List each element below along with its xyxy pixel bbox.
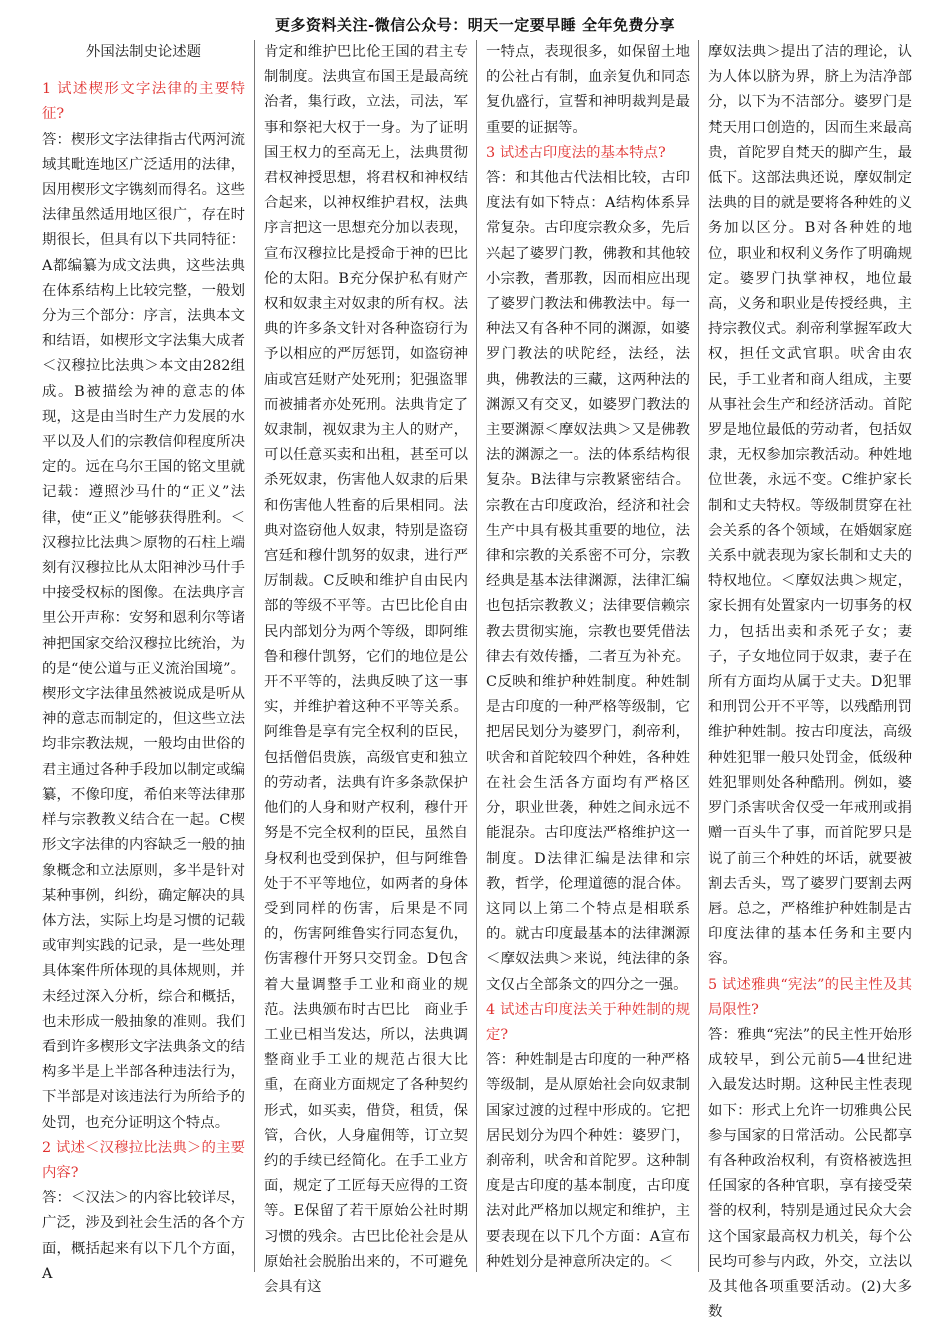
question-heading: 2 试述＜汉穆拉比法典＞的主要内容? xyxy=(42,1139,245,1181)
column-divider xyxy=(698,40,699,1272)
answer-paragraph: 一特点，表现很多，如保留土地的公社占有制，血亲复仇和同态复仇盛行，宣誓和神明裁判是最重要的证据等。 xyxy=(486,44,690,136)
answer-paragraph: 答：种姓制是古印度的一种严格等级制，是从原始社会向奴隶制国家过渡的过程中形成的。它把居民划分为四个种姓：婆罗门，刹帝利，吠舍和首陀罗。这种制度是古印度的基本制度，古印度法对此严格加以规定和维护，主要表现在以下几个方面：A宣布种姓划分是神意所决定的。＜ xyxy=(486,1052,690,1270)
question-heading: 5 试述雅典“宪法”的民主性及其局限性? xyxy=(708,976,912,1018)
question-heading: 3 试述古印度法的基本特点? xyxy=(486,144,666,161)
answer-paragraph: 摩奴法典＞提出了洁的理论，认为人体以脐为界，脐上为洁净部分，以下为不洁部分。婆罗门是梵天用口创造的，因而生来最高贵，首陀罗自梵天的脚产生，最低下。这部法典还说，摩奴制定法典的目的就是要将各种姓的义务加以区分。B对各种姓的地位，职业和权利义务作了明确规定。婆罗门执掌神权，地位最高，义务和职业是传授经典，主持宗教仪式。刹帝利掌握军政大权，担任文武官职。吠舍由农民，手工业者和商人组成，主要从事社会生产和经济活动。首陀罗是地位最低的劳动者，包括奴隶，无权参加宗教活动。种姓地位世袭，永远不变。C维护家长制和丈夫特权。等级制贯穿在社会关系的各个领域，在婚姻家庭关系中就表现为家长制和丈夫的特权地位。＜摩奴法典＞规定，家长拥有处置家内一切事务的权力，包括出卖和杀死子女；妻子，子女地位同于奴隶，妻子在所有方面均从属于丈夫。D犯罪和刑罚公开不平等，以残酷刑罚维护种姓制。按古印度法，高级种姓犯罪一般只处罚金，低级种姓犯罪则处各种酷刑。例如，婆罗门杀害吠舍仅受一年戒刑或捐赠一百头牛了事，而首陀罗只是说了前三个种姓的坏话，就要被割去舌头，骂了婆罗门要割去两唇。总之，严格维护种姓制是古印度法律的基本任务和主要内容。 xyxy=(708,44,912,968)
document-title: 外国法制史论述题 xyxy=(85,44,202,60)
document-columns xyxy=(40,40,914,1321)
spacer xyxy=(42,65,245,77)
column-divider xyxy=(254,40,255,1272)
column-4 xyxy=(708,40,912,1321)
question-heading: 1 试述楔形文字法律的主要特征? xyxy=(42,81,245,123)
question-heading: 4 试述古印度法关于种姓制的规定? xyxy=(486,1001,690,1043)
answer-paragraph: 答：楔形文字法律指古代两河流域其毗连地区广泛适用的法律，因用楔形文字镌刻而得名。这些法律虽然适用地区很广，存在时期很长，但具有以下共同特征：A都编纂为成文法典，这些法典在体系结构上比较完整，一般划分为三个部分：序言，法典本文和结语，如楔形文字法集大成者＜汉穆拉比法典＞本文由282组成。B被描绘为神的意志的体现，这是由当时生产力发展的水平以及人们的宗教信仰程度所决定的。远在乌尔王国的铭文里就记载：遵照沙马什的“正义”法律，使“正义”能够获得胜利。＜汉穆拉比法典＞原物的石柱上端刻有汉穆拉比从太阳神沙马什手中接受权标的图像。在法典序言里公开声称：安努和恩利尔等诸神把国家交给汉穆拉比统治，为的是“使公道与正义流治国境”。楔形文字法律虽然被说成是听从神的意志而制定的，但这些立法均非宗教法规，一般均由世俗的君主通过各种手段加以制定或编纂，不像印度，希伯来等法律那样与宗教教义结合在一起。C楔形文字法律的内容缺乏一般的抽象概念和立法原则，多半是针对某种事例，纠纷，确定解决的具体方法，实际上均是习惯的记载或审判实践的记录，是一些处理具体案件所体现的具体规则，并未经过深入分析，综合和概括，也未形成一般抽象的准则。我们看到许多楔形文字法典条文的结构多半是上半部各种违法行为，下半部是对该违法行为所给予的处罚，也充分证明这个特点。 xyxy=(42,131,245,1131)
answer-paragraph: 肯定和维护巴比伦王国的君主专制制度。法典宣布国王是最高统治者，集行政，立法，司法，军事和祭祀大权于一身。为了证明国王权力的至高无上，法典贯彻君权神授思想，将君权和神权结合起来，以神权维护君权，法典序言把这一思想充分加以表现，宣布汉穆拉比是授命于神的巴比伦的太阳。B充分保护私有财产权和奴隶主对奴隶的所有权。法典的许多条文针对各种盗窃行为予以相应的严厉惩罚，如盗窃神庙或宫廷财产处死刑；犯强盗罪而被捕者亦处死刑。法典肯定了奴隶制，视奴隶为主人的财产，可以任意买卖和出租，甚至可以杀死奴隶，伤害他人奴隶的后果和伤害他人牲畜的后果相同。法典对盗窃他人奴隶，特别是盗窃宫廷和穆什凯努的奴隶，进行严厉制裁。C反映和维护自由民内部的等级不平等。古巴比伦自由民内部划分为两个等级，即阿维鲁和穆什凯努，它们的地位是公开不平等的，法典反映了这一事实，并维护着这种不平等关系。阿维鲁是享有完全权利的臣民，包括僧侣贵族，高级官吏和独立的劳动者，法典有许多条款保护他们的人身和财产权利，穆什开努是不完全权利的臣民，虽然自身权利也受到保护，但与阿维鲁处于不平等地位，如两者的身体受到同样的伤害，后果是不同的，伤害阿维鲁实行同态复仇，伤害穆什开努只交罚金。D包含着大量调整手工业和商业的规范。法典颁布时古巴比 商业手工业已相当发达，所以，法典调整商业手工业的规范占很大比重，在商业方面规定了各种契约形式，如买卖，借贷，租赁，保管，合伙，人身雇佣等，订立契约的手续已经简化。在手工业方面，规定了工匠每天应得的工资等。E保留了若干原始公社时期习惯的残余。古巴比伦社会是从原始社会脱胎出来的，不可避免会具有这 xyxy=(264,44,468,1295)
column-2 xyxy=(264,40,468,1295)
column-divider xyxy=(476,40,477,1272)
page-header: 更多资料关注-微信公众号：明天一定要早睡 全年免费分享 xyxy=(275,16,675,34)
answer-paragraph: 答：和其他古代法相比较，古印度法有如下特点：A结构体系异常复杂。古印度宗教众多，先后兴起了婆罗门教，佛教和其他较小宗教，耆那教，因而相应出现了婆罗门教法和佛教法中。每一种法又有各种不同的渊源，如婆罗门教法的吠陀经，法经，法典，佛教法的三藏，这两种法的渊源又有交叉，如婆罗门教法的主要渊源＜摩奴法典＞又是佛教法的渊源之一。法的体系结构很复杂。B法律与宗教紧密结合。宗教在古印度政治，经济和社会生产中具有极其重要的地位，法律和宗教的关系密不可分，宗教经典是基本法律渊源，法律汇编也包括宗教教义；法律要信赖宗教去贯彻实施，宗教也要凭借法律去有效传播，二者互为补充。C反映和维护种姓制度。种姓制是古印度的一种严格等级制，它把居民划分为婆罗门，刹帝利，吠舍和首陀较四个种姓，各种姓在社会生活各方面均有严格区分，职业世袭，种姓之间永远不能混杂。古印度法严格维护这一制度。D法律汇编是法律和宗教，哲学，伦理道德的混合体。这同以上第二个特点是相联系的。就古印度最基本的法律渊源＜摩奴法典＞来说，纯法律的条文仅占全部条文的四分之一强。 xyxy=(486,170,690,993)
answer-paragraph: 答：雅典“宪法”的民主性开始形成较早，到公元前5—4世纪进入最发达时期。这种民主性表现如下：形式上允许一切雅典公民参与国家的日常活动。公民都享有各种政治权利，有资格被选担任国家的各种官职，享有接受荣誉的权利，特别是通过民众大会这个国家最高权力机关，每个公民均可参与内政，外交，立法以及其他各项重要活动。(2)大多数 xyxy=(708,1026,912,1321)
column-1 xyxy=(42,40,245,1282)
column-3 xyxy=(486,40,690,1272)
answer-paragraph: 答：＜汉法＞的内容比较详尽，广泛，涉及到社会生活的各个方面，概括起来有以下几个方面，A xyxy=(42,1190,245,1282)
